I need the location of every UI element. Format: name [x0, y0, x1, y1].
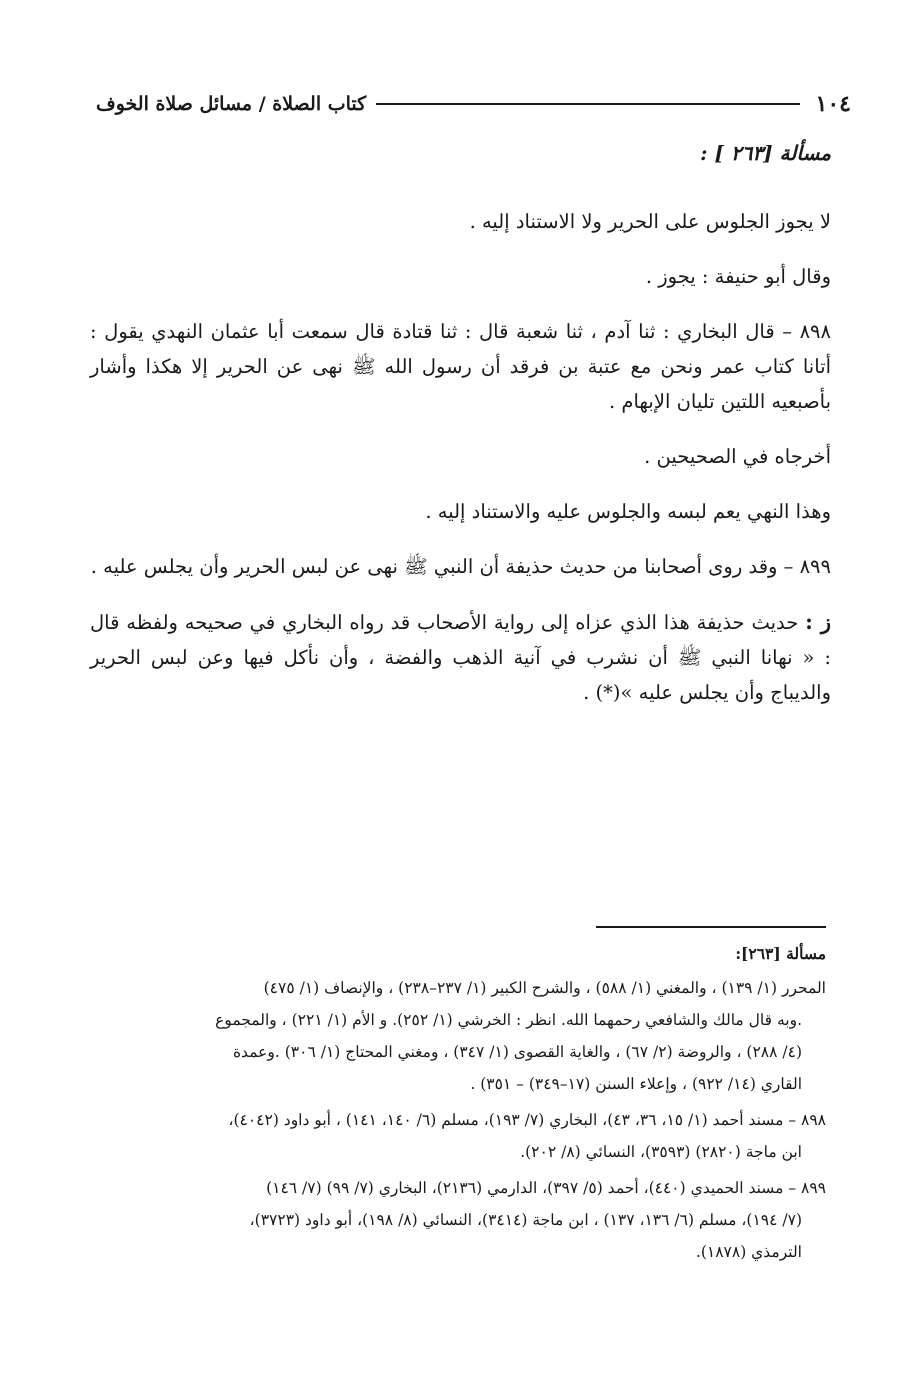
footnote-line: الترمذي (١٨٧٨).: [695, 1243, 802, 1261]
addendum-marker: ز :: [805, 609, 831, 634]
footnote-line: (٧/ ١٩٤)، مسلم (٦/ ١٣٦، ١٣٧) ، ابن ماجة (٣٤١٤)، النسائي (٨/ ١٩٨)، أبو داود (٣٧٢٣)،: [249, 1211, 802, 1229]
paragraph-sahihayn: أخرجاه في الصحيحين .: [644, 445, 831, 468]
issue-heading: مسألة [٢٦٣ ] :: [700, 141, 831, 165]
running-title: كتاب الصلاة / مسائل صلاة الخوف: [96, 93, 367, 115]
footnotes: [90, 938, 826, 1272]
footnote-line: ٨٩٩ – مسند الحميدي (٤٤٠)، أحمد (٥/ ٣٩٧)، الدارمي (٢١٣٦)، البخاري (٧/ ٩٩) (٧/ ١٤٦): [266, 1179, 826, 1197]
footnote-line: القاري (١٤/ ٩٢٢) ، وإعلاء السنن (١٧–٣٤٩) – ٣٥١) .: [470, 1075, 802, 1093]
paragraph-ruling: لا يجوز الجلوس على الحرير ولا الاستناد إليه .: [469, 210, 831, 233]
paragraph-prohibition-scope: وهذا النهي يعم لبسه والجلوس عليه والاستناد إليه .: [425, 500, 831, 523]
footnote-line: المحرر (١/ ١٣٩) ، والمغني (١/ ٥٨٨) ، والشرح الكبير (١/ ٢٣٧–٢٣٨) ، والإنصاف (١/ ٤٧٥): [263, 979, 826, 997]
paragraph-addendum: [90, 604, 831, 710]
paragraph-abu-hanifa: وقال أبو حنيفة : يجوز .: [645, 265, 831, 288]
footnote-line: (٤/ ٢٨٨) ، والروضة (٢/ ٦٧) ، والغاية القصوى (١/ ٣٤٧) ، ومغني المحتاج (١/ ٣٠٦) .وعمدة: [232, 1043, 802, 1061]
main-text: [90, 138, 831, 730]
header-rule: [376, 103, 799, 105]
footnote-issue-refs: [90, 972, 826, 1100]
footnote-issue-title: مسألة [٢٦٣]:: [735, 944, 826, 963]
footnote-898: [90, 1104, 826, 1168]
footnote-line: ٨٩٨ – مسند أحمد (١/ ١٥، ٣٦، ٤٣)، البخاري (٧/ ١٩٣)، مسلم (٦/ ١٤٠، ١٤١) ، أبو داود (٤٠٤٢)،: [228, 1111, 826, 1129]
addendum-text: حديث حذيفة هذا الذي عزاه إلى رواية الأصحاب قد رواه البخاري في صحيحه ولفظه قال : « نهانا النبي ﷺ أن نشرب في آنية الذهب والفضة ، وأن نأكل فيها وعن لبس الحرير والديباج وأن يجلس عليه »(*) .: [90, 611, 831, 704]
footnote-separator: [596, 926, 826, 928]
paragraph-hadith-898: ٨٩٨ – قال البخاري : ثنا آدم ، ثنا شعبة قال : ثنا قتادة قال سمعت أبا عثمان النهدي يقول : أتانا كتاب عمر ونحن مع عتبة بن فرقد أن رسول الله ﷺ نهى عن الحرير إلا هكذا وأشار بأصبعيه اللتين تليان الإبهام .: [90, 320, 831, 413]
paragraph-hadith-899: ٨٩٩ – وقد روى أصحابنا من حديث حذيفة أن النبي ﷺ نهى عن لبس الحرير وأن يجلس عليه .: [90, 555, 831, 578]
page-number: ١٠٤: [815, 91, 851, 117]
footnote-899: [90, 1172, 826, 1268]
footnote-line: ابن ماجة (٢٨٢٠) (٣٥٩٣)، النسائي (٨/ ٢٠٢).: [520, 1143, 802, 1161]
running-header: [96, 86, 851, 122]
footnote-line: .وبه قال مالك والشافعي رحمهما الله. انظر : الخرشي (١/ ٢٥٢). و الأم (١/ ٢٢١) ، والمجموع: [215, 1011, 802, 1029]
